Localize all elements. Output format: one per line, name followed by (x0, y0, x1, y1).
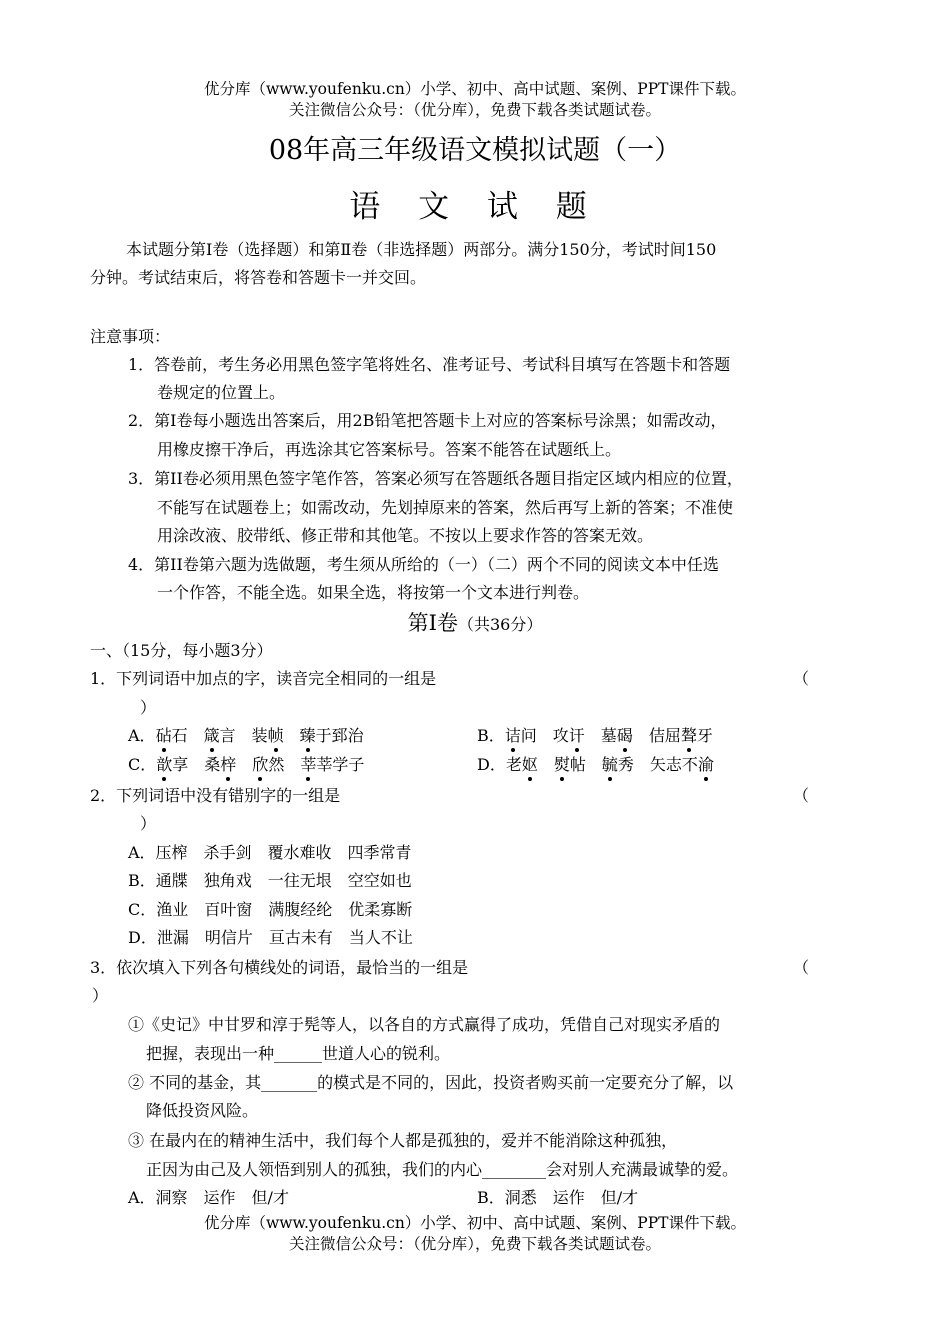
q1-option-c[interactable] (128, 754, 364, 776)
dotted-char: 帧 (267, 726, 284, 745)
dotted-char: 臻 (299, 726, 316, 745)
question-2-stem: 2．下列词语中没有错别字的一组是 (90, 786, 341, 805)
dotted-char: 讦 (568, 726, 585, 745)
q3-option-a[interactable]: A．洞察 运作 但/才 (128, 1188, 289, 1207)
opt-text: D．老 (477, 755, 522, 774)
q1-option-d[interactable] (477, 754, 714, 776)
notes-heading: 注意事项： (90, 327, 171, 346)
header-line-1: 优分库（www.youfenku.cn）小学、初中、高中试题、案例、PPT课件下载。 (203, 80, 747, 98)
header-line-2: 关注微信公众号：（优分库），免费下载各类试题试卷。 (288, 101, 661, 119)
q3-sentence-3-cont: 正因为由己及人领悟到别人的孤独，我们的内心________会对别人充满最诚挚的爱。 (146, 1160, 739, 1179)
opt-text: 牙 (696, 726, 713, 745)
opt-text: 于郅治 (315, 726, 364, 745)
note-line: 4．第II卷第六题为选做题，考生须从所给的（一）（二）两个不同的阅读文本中任选 (128, 555, 719, 574)
q1-option-a[interactable] (128, 725, 364, 747)
q2-option-b[interactable]: B．通牒 独角戏 一往无垠 空空如也 (128, 871, 412, 890)
q2-option-a[interactable]: A．压榨 杀手剑 覆水难收 四季常青 (128, 843, 412, 862)
opt-text: 秀 矢志不 (617, 755, 698, 774)
page-subtitle: 语 文 试 题 (349, 189, 601, 225)
note-line: 3．第II卷必须用黑色签字笔作答，答案必须写在答题纸各题目指定区域内相应的位置， (128, 469, 743, 488)
q1-option-b[interactable] (477, 725, 713, 747)
q2-option-d[interactable]: D．泄漏 明信片 亘古未有 当人不让 (128, 928, 413, 947)
question-1-stem: 1．下列词语中加点的字，读音完全相同的一组是 (90, 669, 437, 688)
answer-paren-open: （ (793, 786, 810, 805)
footer-line-1: 优分库（www.youfenku.cn）小学、初中、高中试题、案例、PPT课件下载。 (203, 1214, 747, 1232)
dotted-char: 歆 (156, 755, 173, 774)
dotted-char: 熨 (553, 755, 570, 774)
dotted-char: 妪 (521, 755, 538, 774)
opt-text: 石 (171, 726, 204, 745)
dotted-char: 聱 (680, 726, 697, 745)
intro-line-1: 本试题分第Ⅰ卷（选择题）和第Ⅱ卷（非选择题）两部分。满分150分，考试时间150 (126, 240, 717, 259)
opt-text: 享 桑 (172, 755, 221, 774)
dotted-char: 砧 (155, 726, 172, 745)
part-heading: 一、（15分，每小题3分） (90, 641, 273, 660)
opt-text: 然 (268, 755, 301, 774)
opt-text: A． (128, 726, 156, 745)
dotted-char: 碣 (616, 726, 633, 745)
dotted-char: 欣 (252, 755, 269, 774)
opt-text: C． (128, 755, 157, 774)
q3-sentence-2-cont: 降低投资风险。 (146, 1101, 259, 1120)
answer-paren-open: （ (793, 669, 810, 688)
note-line: 卷规定的位置上。 (157, 383, 286, 402)
opt-text: 墓 (584, 726, 617, 745)
section-main: 第Ⅰ卷 (407, 611, 458, 635)
opt-text: 言 装 (219, 726, 268, 745)
intro-line-2: 分钟。考试结束后，将答卷和答题卡一并交回。 (90, 268, 427, 287)
opt-text (236, 755, 252, 774)
note-line: 用橡皮擦干净后，再选涂其它答案标号。答案不能答在试题纸上。 (157, 440, 622, 459)
note-line: 用涂改液、胶带纸、修正带和其他笔。不按以上要求作答的答案无效。 (157, 526, 654, 545)
footer-line-2: 关注微信公众号：（优分库），免费下载各类试题试卷。 (288, 1235, 661, 1253)
section-sub: （共36分） (457, 615, 543, 634)
dotted-char: 箴 (203, 726, 220, 745)
dotted-char: 渝 (697, 755, 714, 774)
note-line: 不能写在试题卷上；如需改动，先划掉原来的答案，然后再写上新的答案；不准使 (157, 498, 734, 517)
dotted-char: 梓 (220, 755, 237, 774)
answer-paren-open: （ (793, 958, 810, 977)
dotted-char: 诘 (504, 726, 521, 745)
page-title: 08年高三年级语文模拟试题（一） (268, 135, 682, 166)
note-line: 2．第I卷每小题选出答案后，用2B铅笔把答题卡上对应的答案标号涂黑；如需改动， (128, 411, 727, 430)
q3-sentence-1-cont: 把握，表现出一种______世道人心的锐利。 (146, 1044, 451, 1063)
answer-paren-close: ） (140, 814, 157, 833)
q2-option-c[interactable]: C．渔业 百叶窗 满腹经纶 优柔寡断 (128, 900, 413, 919)
opt-text (284, 726, 300, 745)
dotted-char: 莘 (300, 755, 317, 774)
opt-text: B． (477, 726, 505, 745)
q3-sentence-2: ② 不同的基金，其_______的模式是不同的，因此，投资者购买前一定要充分了解，以 (128, 1073, 734, 1092)
dotted-char: 毓 (601, 755, 618, 774)
q3-option-b[interactable]: B．洞悉 运作 但/才 (477, 1188, 639, 1207)
answer-paren-close: ） (92, 986, 109, 1005)
question-3-stem: 3．依次填入下列各句横线处的词语，最恰当的一组是 (90, 958, 469, 977)
opt-text: 佶屈 (632, 726, 681, 745)
q3-sentence-3: ③ 在最内在的精神生活中，我们每个人都是孤独的，爱并不能消除这种孤独， (128, 1131, 678, 1150)
note-line: 一个作答，不能全选。如果全选，将按第一个文本进行判卷。 (157, 583, 590, 602)
opt-text: 问 攻 (520, 726, 569, 745)
opt-text: 莘学子 (316, 755, 365, 774)
section-heading (0, 610, 950, 638)
answer-paren-close: ） (140, 698, 157, 717)
opt-text (538, 755, 554, 774)
note-line: 1．答卷前，考生务必用黑色签字笔将姓名、准考证号、考试科目填写在答题卡和答题 (128, 355, 731, 374)
opt-text: 帖 (569, 755, 602, 774)
q3-sentence-1: ①《史记》中甘罗和淳于髡等人，以各自的方式赢得了成功，凭借自己对现实矛盾的 (128, 1015, 721, 1034)
